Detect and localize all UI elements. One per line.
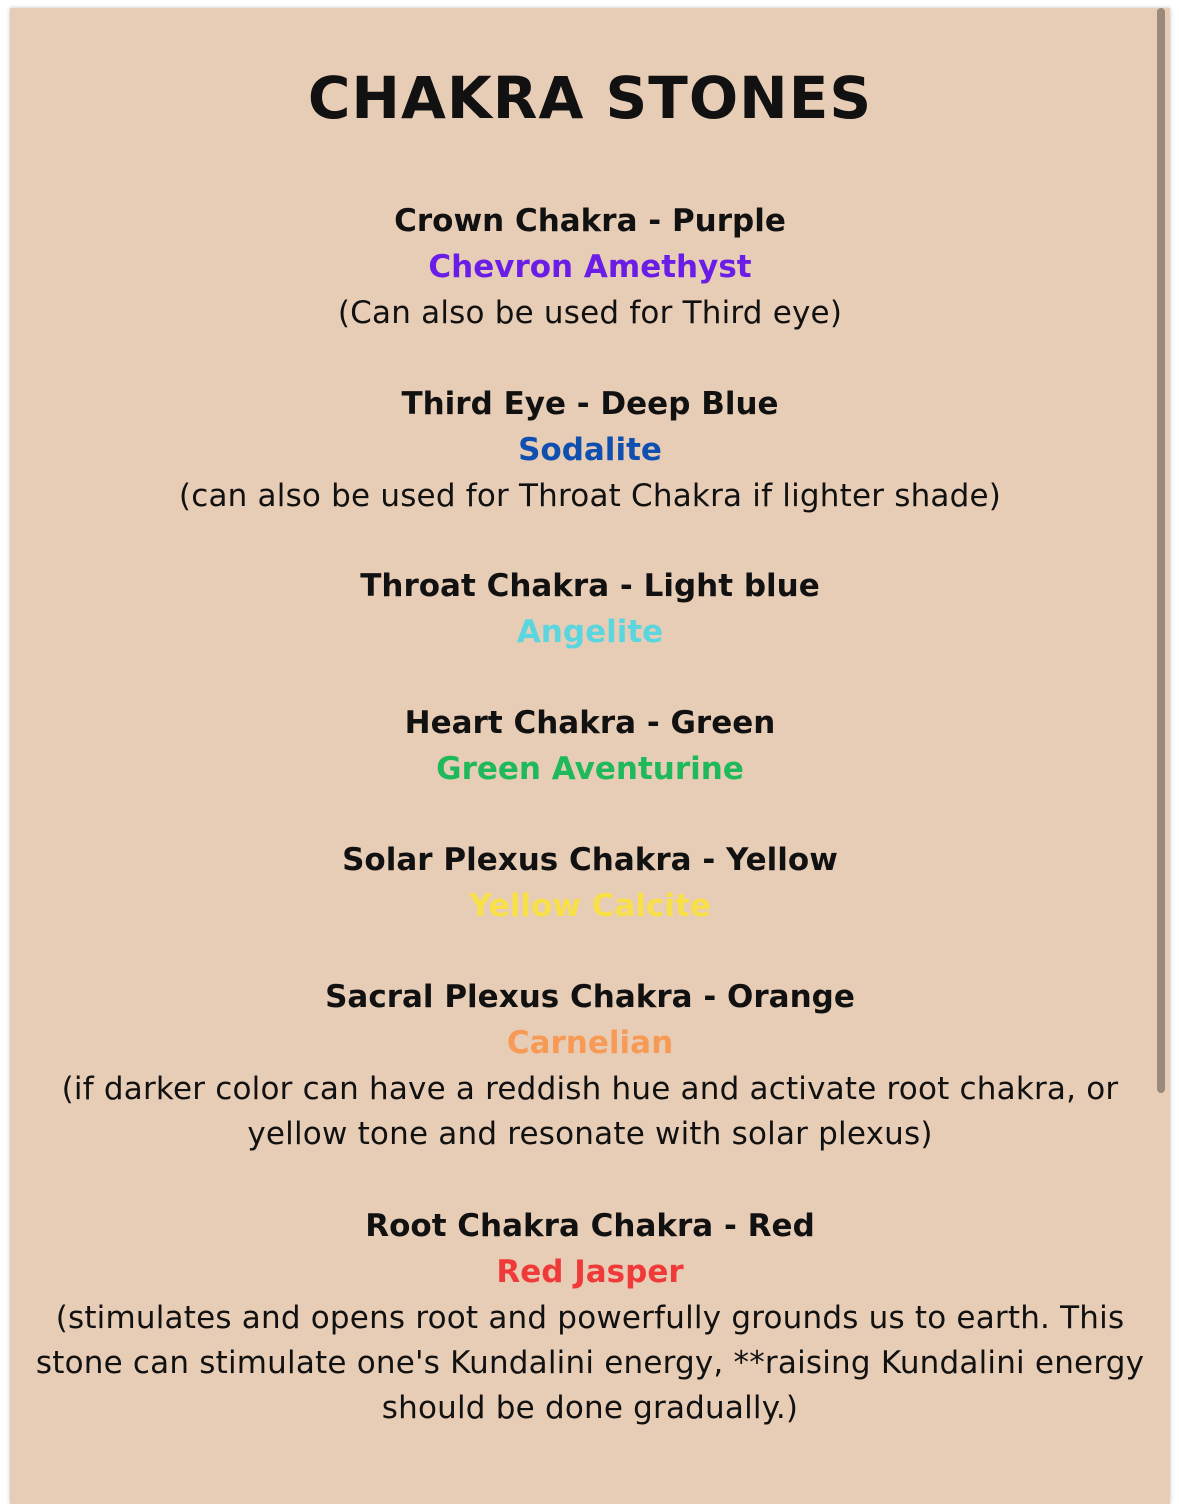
scrollbar[interactable] [1157, 8, 1165, 1093]
solar-plexus-heading: Solar Plexus Chakra - Yellow [342, 842, 838, 878]
crown-chakra-stone: Chevron Amethyst [428, 249, 752, 285]
sacral-chakra-note-line-2: yellow tone and resonate with solar plexus) [247, 1116, 933, 1152]
root-chakra-note-line-3: should be done gradually.) [381, 1390, 799, 1426]
sacral-chakra-stone: Carnelian [506, 1025, 674, 1061]
throat-chakra-stone: Angelite [516, 614, 664, 650]
third-eye-note: (can also be used for Throat Chakra if lighter shade) [178, 478, 1002, 514]
root-chakra-note-line-2: stone can stimulate one's Kundalini energy, **raising Kundalini energy [35, 1345, 1145, 1381]
third-eye-stone: Sodalite [518, 432, 662, 468]
document-page [10, 8, 1170, 1504]
sacral-chakra-heading: Sacral Plexus Chakra - Orange [325, 979, 855, 1015]
third-eye-heading: Third Eye - Deep Blue [401, 386, 779, 422]
crown-chakra-note: (Can also be used for Third eye) [337, 295, 843, 331]
root-chakra-stone: Red Jasper [496, 1254, 684, 1290]
root-chakra-note-line-1: (stimulates and opens root and powerfully grounds us to earth. This [55, 1300, 1125, 1336]
root-chakra-heading: Root Chakra Chakra - Red [365, 1208, 815, 1244]
throat-chakra-heading: Throat Chakra - Light blue [360, 568, 820, 604]
sacral-chakra-note-line-1: (if darker color can have a reddish hue and activate root chakra, or [61, 1071, 1119, 1107]
solar-plexus-stone: Yellow Calcite [469, 888, 711, 924]
crown-chakra-heading: Crown Chakra - Purple [394, 203, 786, 239]
heart-chakra-heading: Heart Chakra - Green [404, 705, 776, 741]
heart-chakra-stone: Green Aventurine [436, 751, 744, 787]
page-title: CHAKRA STONES [307, 64, 873, 132]
